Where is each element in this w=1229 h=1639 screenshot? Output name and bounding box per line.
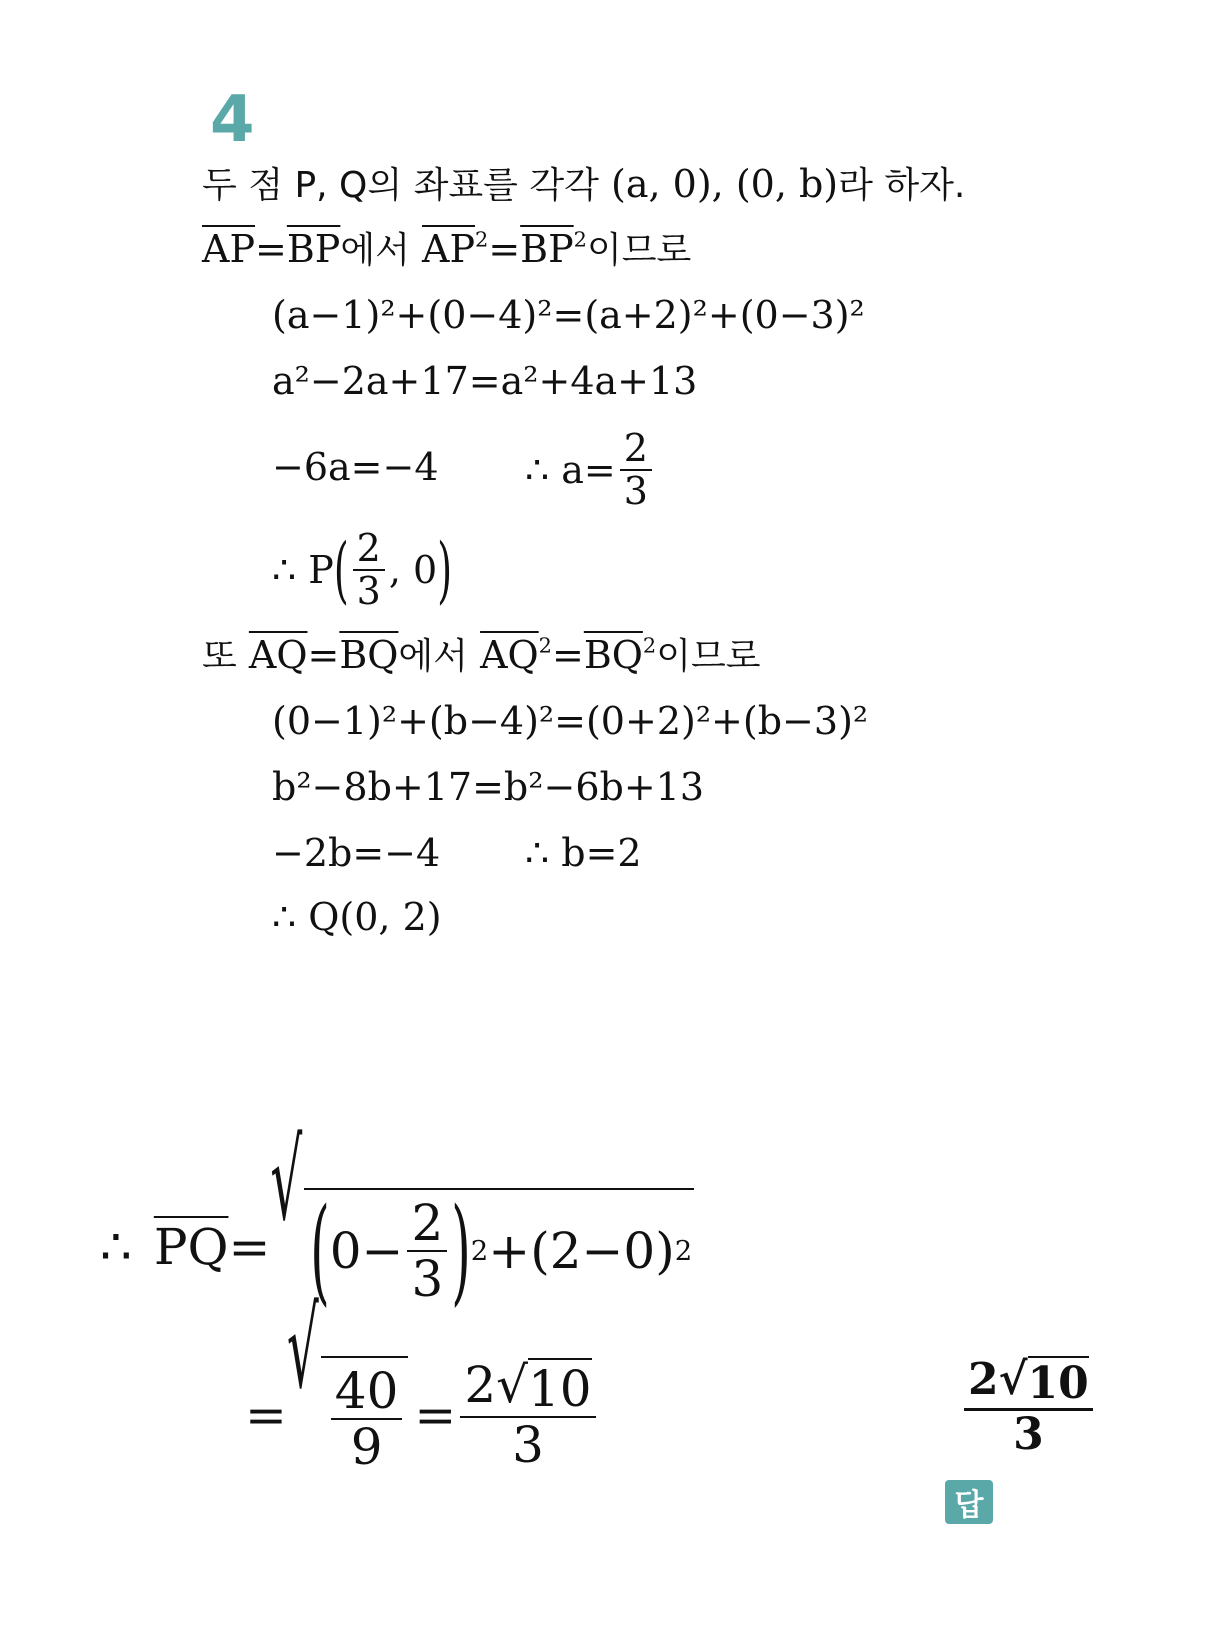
line2-result-rad: 10 [528, 1360, 592, 1418]
segment-ap: $\overline{AP}$ [202, 227, 256, 271]
final-segment: $\overline{PQ}$ [153, 1218, 229, 1276]
p-condition-tail: 에서 [340, 230, 410, 271]
answer-badge: 답 [945, 1480, 993, 1524]
radical-sign: √ [270, 1117, 303, 1245]
final-line-2 [245, 1285, 600, 1476]
segment-bq-sq: $\overline{BQ}$ [583, 633, 643, 677]
answer-coef: 2 [968, 1354, 999, 1405]
a-value-den: 3 [623, 469, 648, 514]
final-second-term: +(2−0) [488, 1222, 675, 1280]
segment-ap-sq: $\overline{AP}$ [422, 227, 476, 271]
line2-result-coef: 2 [464, 1356, 497, 1414]
q-condition-end: 이므로 [656, 636, 761, 677]
p-eq3-right [525, 428, 656, 512]
q-eq3-left: −2b=−4 [272, 831, 441, 875]
p-result [272, 528, 452, 612]
intro-coords: (a, 0), (0, b) [611, 162, 839, 206]
p-x-den: 3 [356, 569, 381, 614]
segment-bp: $\overline{BP}$ [286, 227, 341, 271]
final-right-paren: ) [451, 1184, 471, 1318]
q-condition-tail: 에서 [398, 636, 468, 677]
p-x-num: 2 [353, 528, 385, 571]
answer-fraction [964, 1356, 1093, 1458]
p-right-paren: ) [437, 528, 453, 612]
segment-aq-sq: $\overline{AQ}$ [480, 633, 539, 677]
intro-prefix: 두 점 P, Q의 좌표를 각각 [202, 165, 599, 206]
final-inner-zero: 0− [329, 1222, 404, 1280]
line2-eq-2: = [414, 1386, 457, 1444]
answer-den: 3 [1013, 1408, 1044, 1460]
final-inner-num: 2 [407, 1196, 447, 1252]
answer-sqrt: √ 10 [998, 1354, 1089, 1409]
final-left-paren: ( [310, 1184, 330, 1318]
radical-sign-2: √ [286, 1285, 319, 1413]
q-eq3-right: ∴ b=2 [525, 831, 642, 875]
a-value-fraction [620, 428, 652, 512]
q-lead: 또 [202, 636, 237, 677]
final-eq: = [228, 1218, 271, 1276]
p-left-paren: ( [333, 528, 349, 612]
answer-num [964, 1356, 1093, 1411]
p-eq1: (a−1)²+(0−4)²=(a+2)²+(0−3)² [272, 293, 865, 337]
p-eq3-left: −6a=−4 [272, 445, 439, 489]
segment-bp-sq: $\overline{BP}$ [520, 227, 574, 271]
line2-result-num [460, 1358, 595, 1418]
a-value-num: 2 [620, 428, 652, 471]
line2-result-fraction [460, 1358, 595, 1472]
line2-result-sqrt: √ 10 [496, 1356, 592, 1418]
final-inner-den: 3 [411, 1250, 444, 1308]
q-condition: 또 $\overline{AQ}=\overline{BQ}$에서 $\overline{AQ}^2=\overline{BQ}^2$이므로 [202, 633, 761, 677]
p-x-fraction [353, 528, 385, 612]
answer-value [960, 1356, 1097, 1458]
line2-result-den: 3 [512, 1416, 544, 1474]
p-condition: $\overline{AP}=\overline{BP}$에서 $\overline{AP}^2=\overline{BP}^2$이므로 [202, 227, 692, 271]
p-result-prefix: ∴ P [272, 548, 334, 593]
q-result: ∴ Q(0, 2) [272, 895, 442, 939]
line2-den: 9 [350, 1418, 383, 1476]
intro-line [202, 162, 966, 206]
final-therefore: ∴ [100, 1218, 132, 1276]
segment-aq: $\overline{AQ}$ [248, 633, 308, 677]
final-sqrt [270, 1117, 694, 1318]
segment-bq: $\overline{BQ}$ [339, 633, 399, 677]
p-condition-end: 이므로 [586, 230, 692, 271]
q-eq1: (0−1)²+(b−4)²=(0+2)²+(b−3)² [272, 699, 869, 743]
q-eq2: b²−8b+17=b²−6b+13 [272, 765, 705, 809]
final-line-1 [100, 1117, 694, 1318]
p-eq2: a²−2a+17=a²+4a+13 [272, 359, 698, 403]
line2-eq-1: = [245, 1386, 287, 1444]
line2-sqrt-body [321, 1356, 409, 1474]
line2-sqrt [286, 1285, 409, 1476]
final-inner-fraction [407, 1196, 447, 1306]
line2-fraction [331, 1364, 403, 1474]
answer-rad: 10 [1027, 1358, 1089, 1409]
problem-number: 4 [210, 83, 255, 157]
line2-num: 40 [331, 1364, 403, 1420]
p-eq3-right-prefix: ∴ a= [525, 448, 616, 493]
final-sqrt-body: ( 0− $\frac{2}{3}$ ) 2 +(2−0) 2 [304, 1188, 694, 1306]
intro-suffix: 라 하자. [838, 165, 966, 206]
p-result-suffix: , 0 [388, 548, 438, 593]
